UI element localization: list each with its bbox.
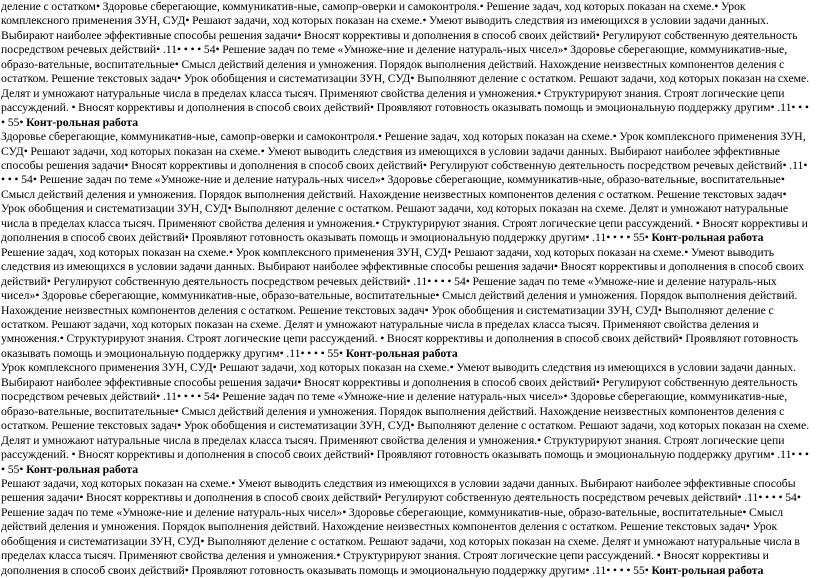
paragraph-4 bbox=[1, 361, 812, 477]
paragraph-text: Решают задачи, ход которых показан на схеме.• Умеют выводить следствия из имеющихся в условии задачи данных. Выбирают наиболее эффективные способы решения задачи• Вносят коррективы и дополнения в способ своих действий• Регулируют собственную деятельность посредством речевых действий• .11• • • • 54• Решение задач по теме «Умноже-ние и деление натураль-ных чисел»• Здоровье сберегающие, коммуникатив-ные, образо-вательные, воспитательные• Смысл действий деления и умножения. Порядок выполнения действий. Нахождение неизвестных компонентов деления с остатком. Решение текстовых задач• Урок обобщения и систематизации ЗУН, СУД• Выполняют деление с остатком. Решают задачи, ход которых показан на схеме. Делят и умножают натуральные числа в пределах класса тысяч. Применяют свойства деления и умножения.• Структурируют знания. Строят логические цепи рассуждений. • Вносят коррективы и дополнения в способ своих действий• Проявляют готовность оказывать помощь и эмоциональную поддержку другим• .11• • • • 55• bbox=[1, 476, 801, 577]
paragraph-text: Решение задач, ход которых показан на схеме.• Урок комплексного применения ЗУН, СУД• Решают задачи, ход которых показан на схеме.• Умеют выводить следствия из имеющихся в условии задачи данных. Выбирают наиболее эффективные способы решения задачи• Вносят коррективы и дополнения в способ своих действий• Регулируют собственную деятельность посредством речевых действий• .11• • • • 54• Решение задач по теме «Умноже-ние и деление натураль-ных чисел»• Здоровье сберегающие, коммуникатив-ные, образо-вательные, воспитательные• Смысл действий деления и умножения. Порядок выполнения действий. Нахождение неизвестных компонентов деления с остатком. Решение текстовых задач• Урок обобщения и систематизации ЗУН, СУД• Выполняют деление с остатком. Решают задачи, ход которых показан на схеме. Делят и умножают натуральные числа в пределах класса тысяч. Применяют свойства деления и умножения.• Структурируют знания. Строят логические цепи рассуждений. • Вносят коррективы и дополнения в способ своих действий• Проявляют готовность оказывать помощь и эмоциональную поддержку другим• .11• • • • 55• bbox=[1, 245, 805, 360]
paragraph-3 bbox=[1, 246, 812, 362]
paragraph-bold-heading: Конт-рольная работа bbox=[26, 115, 139, 129]
paragraph-bold-heading: Конт-рольная работа bbox=[651, 563, 764, 577]
paragraph-text: Урок комплексного применения ЗУН, СУД• Решают задачи, ход которых показан на схеме.• Умеют выводить следствия из имеющихся в условии задачи данных. Выбирают наиболее эффективные способы решения задачи• Вносят коррективы и дополнения в способ своих действий• Регулируют собственную деятельность посредством речевых действий• .11• • • • 54• Решение задач по теме «Умноже-ние и деление натураль-ных чисел»• Здоровье сберегающие, коммуникатив-ные, образо-вательные, воспитательные• Смысл действий деления и умножения. Порядок выполнения действий. Нахождение неизвестных компонентов деления с остатком. Решение текстовых задач• Урок обобщения и систематизации ЗУН, СУД• Выполняют деление с остатком. Решают задачи, ход которых показан на схеме. Делят и умножают натуральные числа в пределах класса тысяч. Применяют свойства деления и умножения.• Структурируют знания. Строят логические цепи рассуждений. • Вносят коррективы и дополнения в способ своих действий• Проявляют готовность оказывать помощь и эмоциональную поддержку другим• .11• • • • 55• bbox=[1, 361, 810, 476]
paragraph-2 bbox=[1, 130, 812, 246]
paragraph-text: деление с остатком• Здоровье сберегающие, коммуникатив-ные, самопр-оверки и самоконтроля.• Решение задач, ход которых показан на схеме.• Урок комплексного применения ЗУН, СУД• Решают задачи, ход которых показан на схеме.• Умеют выводить следствия из имеющихся в условии задачи данных. Выбирают наиболее эффективные способы решения задачи• Вносят коррективы и дополнения в способ своих действий• Регулируют собственную деятельность посредством речевых действий• .11• • • • 54• Решение задач по теме «Умноже-ние и деление натураль-ных чисел»• Здоровье сберегающие, коммуникатив-ные, образо-вательные, воспитательные• Смысл действий деления и умножения. Порядок выполнения действий. Нахождение неизвестных компонентов деления с остатком. Решение текстовых задач• Урок обобщения и систематизации ЗУН, СУД• Выполняют деление с остатком. Решают задачи, ход которых показан на схеме. Делят и умножают натуральные числа в пределах класса тысяч. Применяют свойства деления и умножения.• Структурируют знания. Строят логические цепи рассуждений. • Вносят коррективы и дополнения в способ своих действий• Проявляют готовность оказывать помощь и эмоциональную поддержку другим• .11• • • • 55• bbox=[1, 0, 810, 129]
paragraph-text: Здоровье сберегающие, коммуникатив-ные, самопр-оверки и самоконтроля.• Решение задач, ход которых показан на схеме.• Урок комплексного применения ЗУН, СУД• Решают задачи, ход которых показан на схеме.• Умеют выводить следствия из имеющихся в условии задачи данных. Выбирают наиболее эффективные способы решения задачи• Вносят коррективы и дополнения в способ своих действий• Регулируют собственную деятельность посредством речевых действий• .11• • • • 54• Решение задач по теме «Умноже-ние и деление натураль-ных чисел»• Здоровье сберегающие, коммуникатив-ные, образо-вательные, воспитательные• Смысл действий деления и умножения. Порядок выполнения действий. Нахождение неизвестных компонентов деления с остатком. Решение текстовых задач• Урок обобщения и систематизации ЗУН, СУД• Выполняют деление с остатком. Решают задачи, ход которых показан на схеме. Делят и умножают натуральные числа в пределах класса тысяч. Применяют свойства деления и умножения.• Структурируют знания. Строят логические цепи рассуждений. • Вносят коррективы и дополнения в способ своих действий• Проявляют готовность оказывать помощь и эмоциональную поддержку другим• .11• • • • 55• bbox=[1, 130, 808, 245]
paragraph-bold-heading: Конт-рольная работа bbox=[651, 231, 764, 245]
paragraph-5 bbox=[1, 477, 812, 578]
paragraph-bold-heading: Конт-рольная работа bbox=[345, 346, 458, 360]
paragraph-bold-heading: Конт-рольная работа bbox=[26, 462, 139, 476]
paragraph-1 bbox=[1, 0, 812, 130]
